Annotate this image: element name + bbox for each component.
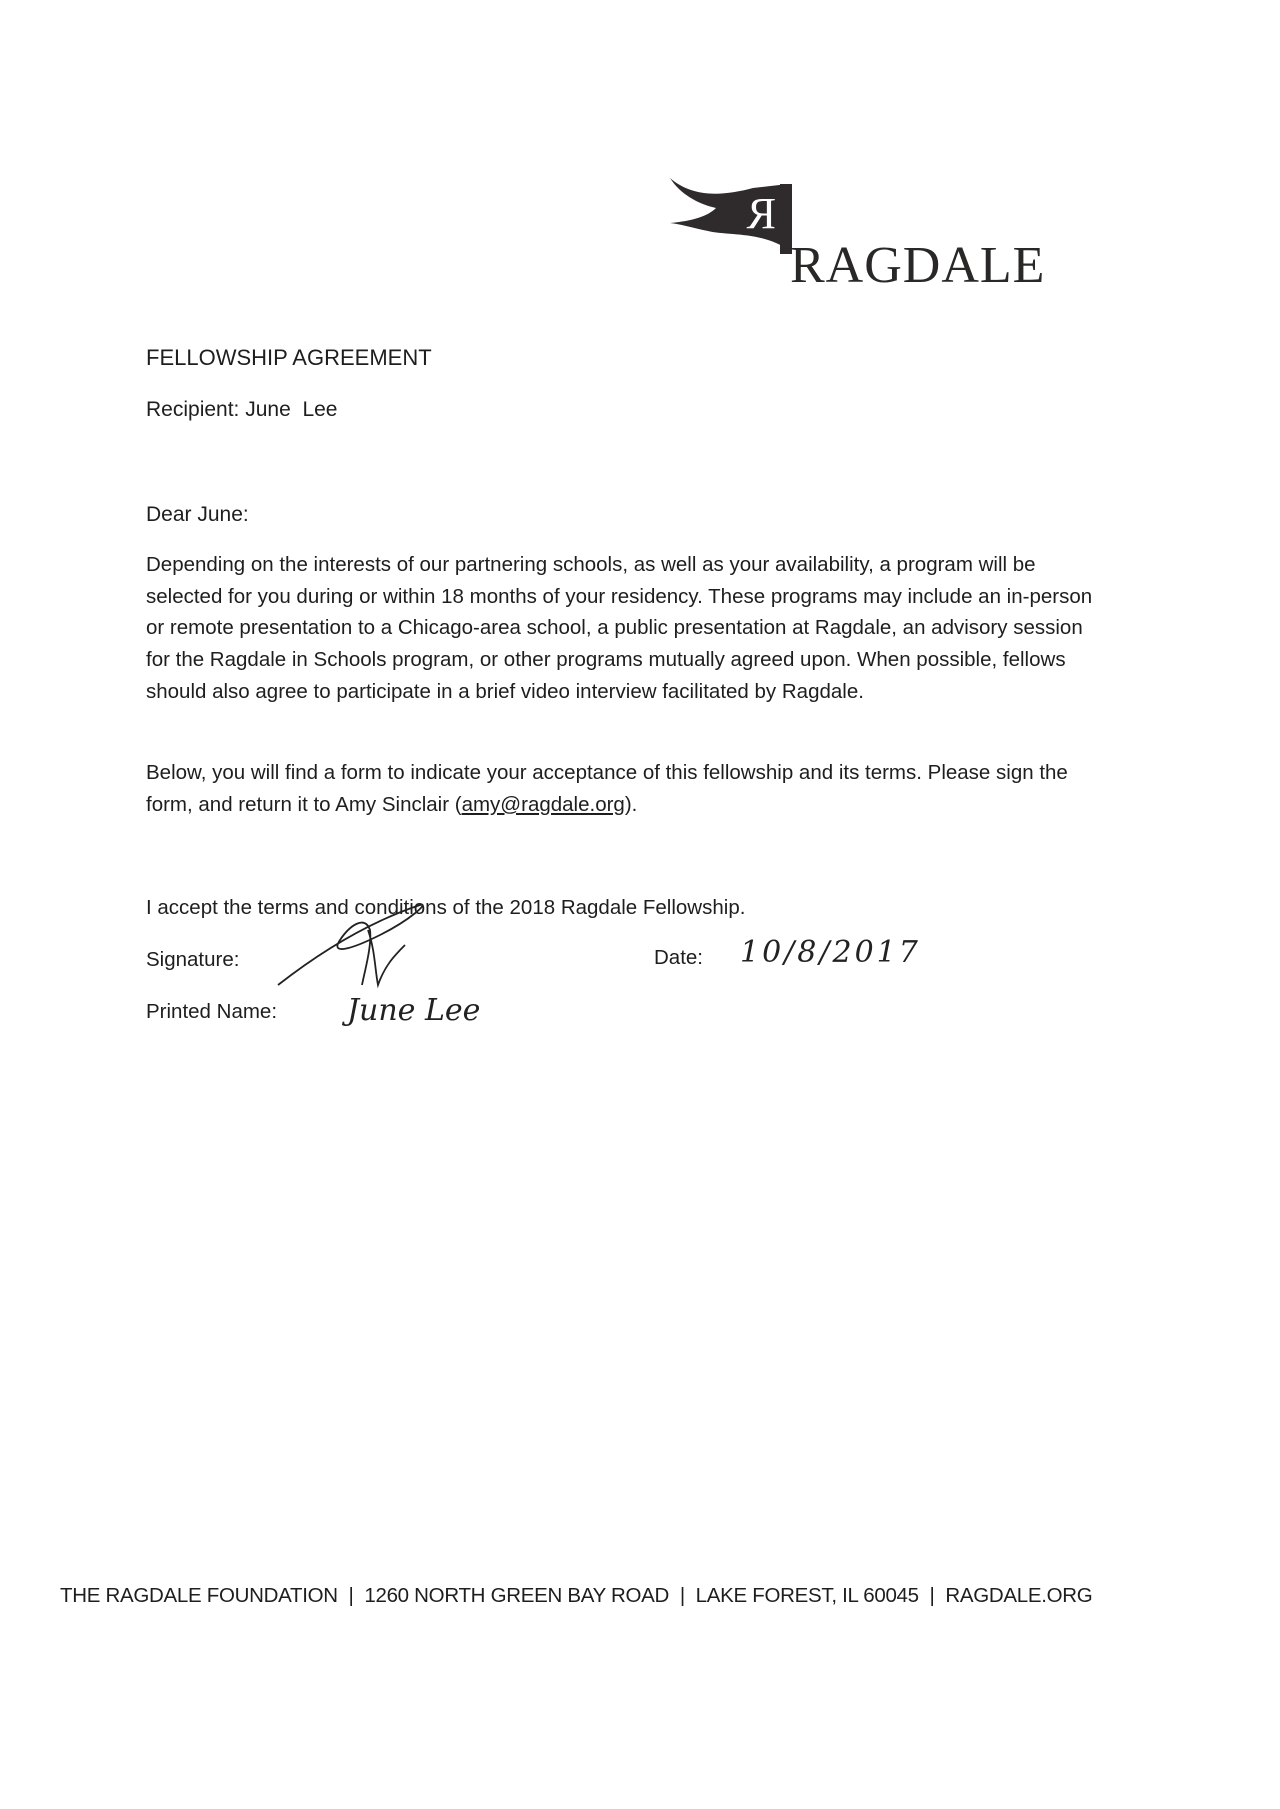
email-link[interactable]: amy@ragdale.org [461, 792, 625, 816]
acceptance-statement: I accept the terms and conditions of the 2018 Ragdale Fellowship. [146, 896, 746, 919]
signature-label: Signature: [146, 948, 240, 971]
paragraph-text: Below, you will find a form to indicate your acceptance of this fellowship and its terms. Please sign the form, and return it to Amy Sinclair ( [146, 761, 1068, 816]
printed-name-label: Printed Name: [146, 1000, 278, 1023]
greeting: Dear June: [146, 503, 249, 526]
paragraph-text-end: ). [624, 792, 638, 816]
logo-text: RAGDALE [790, 237, 1046, 294]
signature-image [270, 900, 440, 990]
logo-flag-icon [668, 176, 803, 256]
date-value-handwritten: 10/8/2017 [740, 935, 921, 970]
svg-text:R: R [746, 189, 776, 238]
document-title: FELLOWSHIP AGREEMENT [146, 345, 432, 370]
recipient-name: June Lee [245, 398, 338, 421]
footer-address: THE RAGDALE FOUNDATION | 1260 NORTH GREEN BAY ROAD | LAKE FOREST, IL 60045 | RAGDALE.ORG [60, 1584, 1093, 1607]
recipient-label: Recipient: [146, 398, 240, 421]
recipient-line [146, 398, 337, 422]
date-label: Date: [654, 946, 703, 969]
paragraph-program: Depending on the interests of our partnering schools, as well as your availability, a program will be selected for you during or within 18 months of your residency. These programs may include an in-person or remote presentation to a Chicago-area school, a public presentation at Ragdale, an advisory session for the Ragdale in Schools program, or other programs mutually agreed upon. When possible, fellows should also agree to participate in a brief video interview facilitated by Ragdale. [146, 553, 1093, 703]
printed-name-handwritten: June Lee [347, 993, 481, 1028]
paragraph-return-form [146, 757, 1096, 820]
